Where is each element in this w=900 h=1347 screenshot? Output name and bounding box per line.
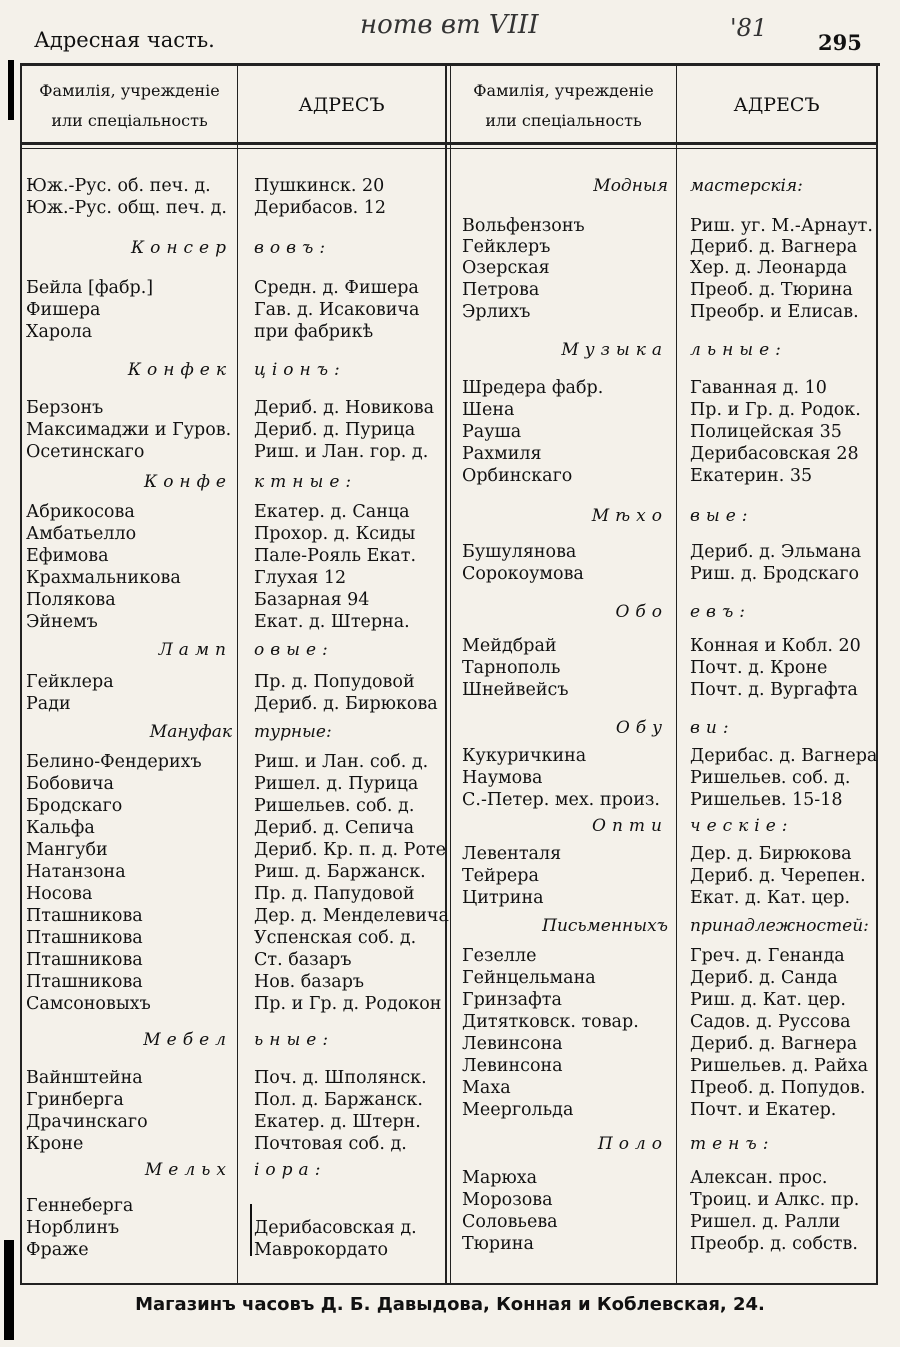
entry-name: Гринберга [26, 1090, 124, 1110]
entry-address: Дериб. д. Новикова [254, 398, 435, 418]
category-heading-end: ьные: [254, 1030, 335, 1050]
entry-name: Пташникова [26, 906, 143, 926]
entry-name: Ради [26, 694, 71, 714]
entry-name: Кукуричкина [462, 746, 587, 766]
entry-address: Дериб. д. Черепен. [690, 866, 866, 886]
entry-address: Дериб. д. Бирюкова [254, 694, 438, 714]
header-rule [20, 142, 878, 145]
entry-name: Мейдбрай [462, 636, 557, 656]
entry-name: Вайнштейна [26, 1068, 143, 1088]
col-header-name-line1: Фамилія, учрежденіе [39, 81, 220, 100]
entry-name: Самсоновыхъ [26, 994, 151, 1014]
entry-address: Садов. д. Руссова [690, 1012, 851, 1032]
entry-name: Пташникова [26, 950, 143, 970]
entry-address: Дерибас. д. Вагнера [690, 746, 878, 766]
entry-address: Троиц. и Алкс. пр. [690, 1190, 860, 1210]
binding-mark-2 [4, 1240, 14, 1340]
entry-name: Шнейвейсъ [462, 680, 569, 700]
entry-address: Хер. д. Леонарда [690, 258, 848, 278]
entry-name: Крахмальникова [26, 568, 181, 588]
entry-address: Екатер. д. Санца [254, 502, 410, 522]
category-heading-start: Мебел [143, 1030, 232, 1050]
entry-name: Натанзона [26, 862, 126, 882]
entry-address: Риш. д. Бродскаго [690, 564, 859, 584]
category-heading-start: Мануфак [149, 722, 232, 742]
col-divider-1 [237, 63, 238, 1285]
entry-name: Соловьева [462, 1212, 558, 1232]
entry-address: Почт. д. Кроне [690, 658, 828, 678]
entry-address: Дериб. д. Вагнера [690, 237, 858, 257]
center-divider [445, 63, 447, 1285]
handwritten-note-2: '81 [730, 14, 768, 42]
entry-name: Левинсона [462, 1056, 563, 1076]
entry-address: Екат. д. Кат. цер. [690, 888, 851, 908]
entry-name: Амбатьелло [26, 524, 137, 544]
entry-name: Полякова [26, 590, 116, 610]
entry-address: Ришел. д. Ралли [690, 1212, 841, 1232]
col-header-name-left [22, 76, 237, 136]
category-heading-start: Конфек [127, 360, 232, 380]
category-heading-start: Обу [615, 718, 668, 738]
header-rule-thin [20, 148, 878, 149]
category-heading-end: принадлежностей: [690, 916, 869, 936]
entry-address: Дериб. д. Сепича [254, 818, 415, 838]
entry-address: Ришельев. соб. д. [254, 796, 415, 816]
entry-name: Петрова [462, 280, 540, 300]
category-heading-start: Мельх [144, 1160, 232, 1180]
category-heading-start: Консер [130, 238, 232, 258]
category-heading-end: іора: [254, 1160, 327, 1180]
entry-name: Тарнополь [462, 658, 561, 678]
category-heading-end: вовъ: [254, 238, 332, 258]
entry-address: Пр. д. Папудовой [254, 884, 415, 904]
entry-name: Бродскаго [26, 796, 123, 816]
category-heading-end: овые: [254, 640, 334, 660]
category-heading-end: ктные: [254, 472, 358, 492]
category-heading-end: турные: [254, 722, 332, 742]
right-border [876, 63, 878, 1285]
entry-address: Конная и Кобл. 20 [690, 636, 861, 656]
entry-address: Глухая 12 [254, 568, 347, 588]
entry-address: Пр. д. Попудовой [254, 672, 415, 692]
entry-address: Пр. и Гр. д. Родок. [690, 400, 861, 420]
entry-address: Ришельев. 15-18 [690, 790, 843, 810]
entry-name: Осетинскаго [26, 442, 145, 462]
category-heading-end: ви: [690, 718, 735, 738]
entry-name: Кальфа [26, 818, 95, 838]
category-heading-start: Конфе [144, 472, 232, 492]
entry-name: Маха [462, 1078, 511, 1098]
entry-name: Левинсона [462, 1034, 563, 1054]
entry-address: Пушкинск. 20 [254, 176, 385, 196]
entry-name: Гринзафта [462, 990, 562, 1010]
category-heading-start: Ламп [158, 640, 232, 660]
entry-name: Озерская [462, 258, 550, 278]
entry-address: Пр. и Гр. д. Родокон [254, 994, 442, 1014]
col-header-name-line2: или спеціальность [51, 111, 208, 130]
entry-name: Норблинъ [26, 1218, 120, 1238]
category-heading-end: льные: [690, 340, 787, 360]
handwritten-note: нотв вт VIII [360, 10, 539, 40]
entry-name: Вольфензонъ [462, 216, 585, 236]
entry-name: Орбинскаго [462, 466, 573, 486]
entry-address: Дерибасов. 12 [254, 198, 387, 218]
category-heading-start: Поло [597, 1134, 668, 1154]
brace-mark [250, 1204, 252, 1256]
col-header-address-left: АДРЕСЪ [298, 94, 385, 116]
page-number: 295 [818, 30, 862, 55]
entry-address: Дер. д. Бирюкова [690, 844, 852, 864]
entry-address: Алексан. прос. [690, 1168, 828, 1188]
entry-address: Преоб. д. Тюрина [690, 280, 853, 300]
entry-name: Драчинскаго [26, 1112, 148, 1132]
entry-address: Риш. д. Кат. цер. [690, 990, 846, 1010]
entry-address: Греч. д. Генанда [690, 946, 845, 966]
col-header-name-right [451, 76, 676, 136]
entry-name: Сорокоумова [462, 564, 584, 584]
entry-address: Ришельев. д. Райха [690, 1056, 869, 1076]
entry-address: Риш. и Лан. соб. д. [254, 752, 429, 772]
entry-name: Рауша [462, 422, 522, 442]
footer-advertisement: Магазинъ часовъ Д. Б. Давыдова, Конная и Коблевская, 24. [135, 1294, 765, 1315]
category-heading-end: ціонъ: [254, 360, 346, 380]
entry-name: Юж.-Рус. об. печ. д. [26, 176, 211, 196]
entry-name: Носова [26, 884, 93, 904]
entry-name: Тейрера [462, 866, 539, 886]
entry-name: Максимаджи и Гуров. [26, 420, 232, 440]
entry-address: Дер. д. Менделевича [254, 906, 449, 926]
entry-address: Прохор. д. Ксиды [254, 524, 416, 544]
entry-address: Почтовая соб. д. [254, 1134, 407, 1154]
entry-address: Риш. уг. М.-Арнаут. [690, 216, 873, 236]
category-heading-end: тенъ: [690, 1134, 775, 1154]
entry-name: Юж.-Рус. общ. печ. д. [26, 198, 227, 218]
entry-address: Екатер. д. Штерн. [254, 1112, 421, 1132]
entry-name: Фишера [26, 300, 101, 320]
entry-address: Гав. д. Исаковича [254, 300, 420, 320]
entry-address: Средн. д. Фишера [254, 278, 419, 298]
entry-name: Кроне [26, 1134, 84, 1154]
entry-name: Меергольда [462, 1100, 574, 1120]
entry-address: Гаванная д. 10 [690, 378, 827, 398]
entry-address: Ришельев. соб. д. [690, 768, 851, 788]
entry-address: Преоб. д. Попудов. [690, 1078, 866, 1098]
entry-name: Бобовича [26, 774, 114, 794]
entry-address: Екат. д. Штерна. [254, 612, 410, 632]
col-header-name-line2: или спеціальность [485, 111, 642, 130]
entry-address: Почт. д. Вургафта [690, 680, 858, 700]
category-heading-start: Музыка [561, 340, 668, 360]
entry-address: Маврокордато [254, 1240, 389, 1260]
entry-name: Бейла [фабр.] [26, 278, 154, 298]
entry-name: Бушулянова [462, 542, 577, 562]
col-header-name-line1: Фамилія, учрежденіе [473, 81, 654, 100]
entry-address: Дериб. д. Эльмана [690, 542, 862, 562]
category-heading-start: Обо [615, 602, 668, 622]
category-heading-start: Мѣхо [591, 506, 668, 526]
entry-name: Цитрина [462, 888, 544, 908]
entry-name: Дитятковск. товар. [462, 1012, 639, 1032]
category-heading-end: ческіе: [690, 816, 794, 836]
binding-mark [8, 60, 14, 120]
entry-address: Пол. д. Баржанск. [254, 1090, 423, 1110]
entry-address: Нов. базаръ [254, 972, 365, 992]
entry-address: Поч. д. Шполянск. [254, 1068, 427, 1088]
entry-address: Дериб. д. Санда [690, 968, 838, 988]
section-title: Адресная часть. [34, 28, 215, 52]
category-heading-start: Письменныхъ [542, 916, 668, 936]
category-heading-end: евъ: [690, 602, 752, 622]
entry-name: Пташникова [26, 972, 143, 992]
category-heading-start: Опти [592, 816, 668, 836]
entry-address: Дериб. д. Пурица [254, 420, 416, 440]
category-heading-end: мастерскія: [690, 176, 803, 196]
entry-address: Преобр. д. собств. [690, 1234, 858, 1254]
col-divider-2 [676, 63, 677, 1285]
entry-address: Почт. и Екатер. [690, 1100, 837, 1120]
entry-name: Абрикосова [26, 502, 135, 522]
entry-name: Наумова [462, 768, 543, 788]
entry-address: Базарная 94 [254, 590, 370, 610]
entry-name: Ефимова [26, 546, 109, 566]
entry-name: Гезелле [462, 946, 537, 966]
entry-name: Левенталя [462, 844, 562, 864]
entry-address: при фабрикѣ [254, 322, 374, 342]
entry-name: Тюрина [462, 1234, 534, 1254]
entry-name: С.-Петер. мех. произ. [462, 790, 660, 810]
entry-name: Пташникова [26, 928, 143, 948]
entry-address: Ст. базаръ [254, 950, 352, 970]
entry-name: Морозова [462, 1190, 553, 1210]
entry-name: Рахмиля [462, 444, 542, 464]
entry-name: Гейклеръ [462, 237, 551, 257]
entry-name: Шена [462, 400, 515, 420]
entry-address: Пале-Рояль Екат. [254, 546, 417, 566]
entry-name: Гейклера [26, 672, 114, 692]
entry-address: Дерибасовская д. [254, 1218, 417, 1238]
entry-name: Харола [26, 322, 93, 342]
entry-name: Берзонъ [26, 398, 104, 418]
bottom-rule [20, 1283, 878, 1285]
entry-address: Полицейская 35 [690, 422, 842, 442]
entry-name: Эйнемъ [26, 612, 98, 632]
col-header-address-right: АДРЕСЪ [733, 94, 820, 116]
entry-name: Шредера фабр. [462, 378, 604, 398]
entry-address: Дериб. Кр. п. д. Роте [254, 840, 447, 860]
center-divider-2 [450, 63, 451, 1285]
entry-address: Успенская соб. д. [254, 928, 417, 948]
category-heading-end: вые: [690, 506, 754, 526]
entry-address: Преобр. и Елисав. [690, 302, 859, 322]
entry-address: Екатерин. 35 [690, 466, 813, 486]
entry-address: Риш. и Лан. гор. д. [254, 442, 429, 462]
entry-address: Ришел. д. Пурица [254, 774, 419, 794]
entry-name: Эрлихъ [462, 302, 531, 322]
left-border [20, 63, 22, 1285]
entry-name: Геннеберга [26, 1196, 134, 1216]
entry-name: Мангуби [26, 840, 108, 860]
category-heading-start: Модныя [593, 176, 668, 196]
entry-address: Дериб. д. Вагнера [690, 1034, 858, 1054]
entry-address: Дерибасовская 28 [690, 444, 859, 464]
entry-name: Марюха [462, 1168, 538, 1188]
entry-name: Фраже [26, 1240, 89, 1260]
entry-name: Гейнцельмана [462, 968, 596, 988]
entry-address: Риш. д. Баржанск. [254, 862, 426, 882]
entry-name: Белино-Фендерихъ [26, 752, 202, 772]
